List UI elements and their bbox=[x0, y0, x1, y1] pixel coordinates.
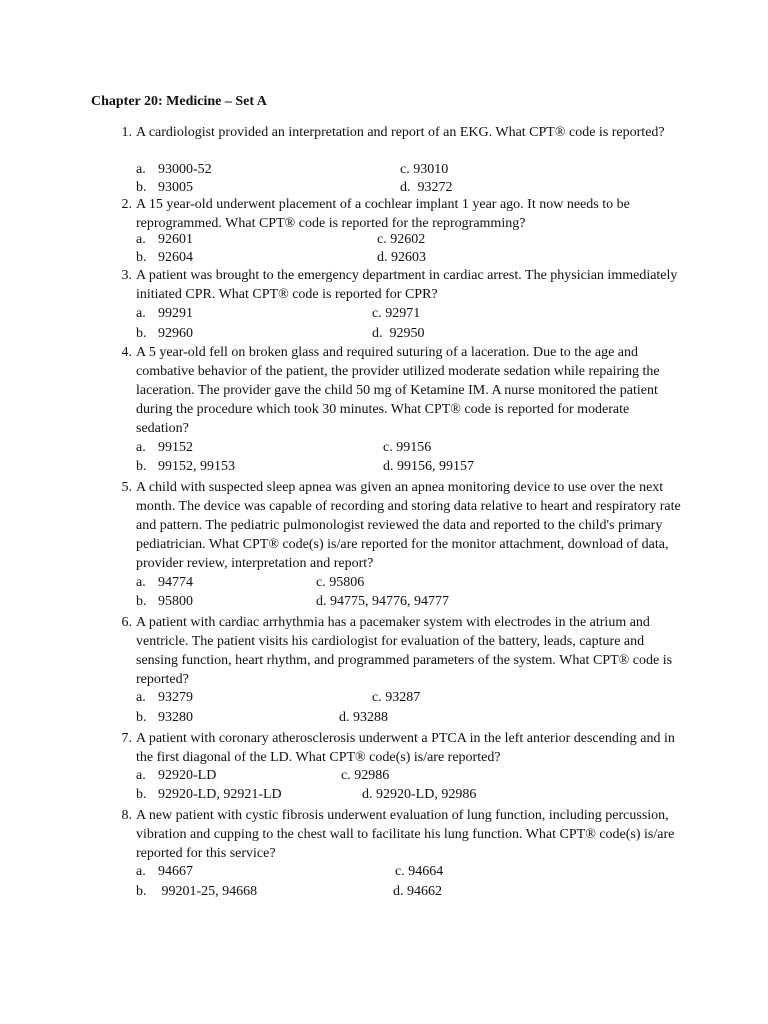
option-b: b. 93005 bbox=[136, 180, 193, 195]
option-b: b. 93280 bbox=[136, 710, 193, 725]
option-d: d. 94662 bbox=[393, 884, 442, 899]
question-number: 5. bbox=[121, 480, 132, 495]
option-a: a. 93279 bbox=[136, 690, 193, 705]
question-number: 7. bbox=[121, 731, 132, 746]
question-text: A 15 year-old underwent placement of a cochlear implant 1 year ago. It now needs to be reprogrammed. What CPT® code is reported for the reprogramming? bbox=[136, 197, 630, 231]
question-text: A child with suspected sleep apnea was given an apnea monitoring device to use over the next month. The device was capable of recording and storing data relative to heart and respiratory rate and pattern. The pediatric pulmonologist reviewed the data and reported to the child's primary pediatrician. What CPT® code(s) is/are reported for the monitor attachment, download of data, provider review, interpretation and report? bbox=[136, 480, 681, 571]
option-b: b. 92960 bbox=[136, 326, 193, 341]
option-c: c. 92602 bbox=[377, 232, 426, 247]
option-c: c. 95806 bbox=[316, 575, 365, 590]
option-c: c. 92986 bbox=[341, 768, 390, 783]
option-b: b. 95800 bbox=[136, 594, 193, 609]
option-a: a. 92601 bbox=[136, 232, 193, 247]
question-text: A patient with cardiac arrhythmia has a pacemaker system with electrodes in the atrium and ventricle. The patient visits his cardiologist for evaluation of the battery, leads, capture and sensing function, heart rhythm, and programmed parameters of the system. What CPT® code is reported? bbox=[136, 615, 673, 687]
option-d: d. 92603 bbox=[377, 250, 426, 265]
option-a: a. 93000-52 bbox=[136, 162, 212, 177]
option-a: a. 94774 bbox=[136, 575, 193, 590]
option-b: b. 92920-LD, 92921-LD bbox=[136, 787, 282, 802]
page-title: Chapter 20: Medicine – Set A bbox=[91, 94, 267, 109]
question-text: A patient with coronary atherosclerosis underwent a PTCA in the left anterior descending and in the first diagonal of the LD. What CPT® code(s) is/are reported? bbox=[136, 731, 675, 765]
question-number: 4. bbox=[121, 345, 132, 360]
option-d: d. 93288 bbox=[339, 710, 388, 725]
option-c: c. 92971 bbox=[372, 306, 421, 321]
option-a: a. 92920-LD bbox=[136, 768, 217, 783]
question-number: 8. bbox=[121, 808, 132, 823]
question-text: A cardiologist provided an interpretation and report of an EKG. What CPT® code is reported? bbox=[136, 125, 665, 140]
option-c: c. 93287 bbox=[372, 690, 421, 705]
option-a: a. 94667 bbox=[136, 864, 193, 879]
question-number: 2. bbox=[121, 197, 132, 212]
option-d: d. 92950 bbox=[372, 326, 425, 341]
option-a: a. 99152 bbox=[136, 440, 193, 455]
option-c: c. 94664 bbox=[395, 864, 444, 879]
question-text: A 5 year-old fell on broken glass and required suturing of a laceration. Due to the age and combative behavior of the patient, the provider utilized moderate sedation while repairing the laceration. The provider gave the child 50 mg of Ketamine IM. A nurse monitored the patient during the procedure which took 30 minutes. What CPT® code is reported for moderate sedation? bbox=[136, 345, 660, 436]
option-d: d. 99156, 99157 bbox=[383, 459, 474, 474]
option-d: d. 93272 bbox=[400, 180, 453, 195]
question-number: 6. bbox=[121, 615, 132, 630]
question-text: A new patient with cystic fibrosis underwent evaluation of lung function, including percussion, vibration and cupping to the chest wall to facilitate his lung function. What CPT® code(s) is/are reported for this service? bbox=[136, 808, 675, 861]
option-d: d. 92920-LD, 92986 bbox=[362, 787, 477, 802]
option-b: b. 99201-25, 94668 bbox=[136, 884, 258, 899]
option-c: c. 99156 bbox=[383, 440, 432, 455]
question-number: 1. bbox=[121, 125, 132, 140]
question-text: A patient was brought to the emergency department in cardiac arrest. The physician immediately initiated CPR. What CPT® code is reported for CPR? bbox=[136, 268, 678, 302]
option-a: a. 99291 bbox=[136, 306, 193, 321]
question-number: 3. bbox=[121, 268, 132, 283]
option-c: c. 93010 bbox=[400, 162, 449, 177]
option-b: b. 99152, 99153 bbox=[136, 459, 235, 474]
option-b: b. 92604 bbox=[136, 250, 193, 265]
option-d: d. 94775, 94776, 94777 bbox=[316, 594, 449, 609]
